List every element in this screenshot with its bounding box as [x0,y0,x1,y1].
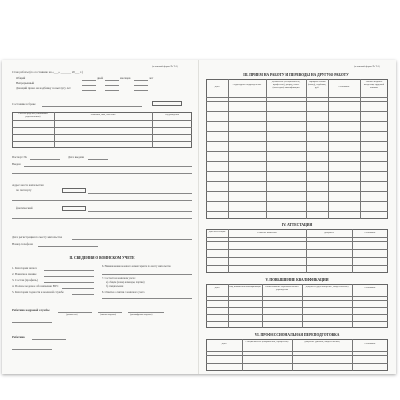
military-item-7b: б) специальном [106,285,124,288]
retraining-header-specialty: Специальность (направление, профессия) [245,341,289,343]
retraining-header-document: Документ (диплом, свидетельство) [304,341,340,343]
signature-line [58,312,92,313]
hiring-header-department: Структурное подразделение [232,84,262,86]
issued-by-label: Выдан [12,162,21,166]
blank-line [105,90,119,91]
blank-line [12,173,192,174]
qualification-section-title: V. ПОВЫШЕНИЕ КВАЛИФИКАЦИИ [265,278,329,282]
blank-line [134,85,148,86]
seniority-general-label: Общий [16,76,26,80]
blank-line [88,193,192,194]
actual-address-label: фактический [16,206,33,210]
military-item-1: 1. Категория запаса [12,266,37,270]
military-item-2: 2. Воинское звание [12,272,37,276]
attestation-table [206,229,388,273]
military-item-7a: а) общем (номер команды, партии) [106,281,145,284]
blank-line [105,85,119,86]
issue-date-label: Дата выдачи [68,155,85,159]
attestation-section-title: IV. АТТЕСТАЦИЯ [281,223,313,227]
qualification-header-basis: Основание [364,287,376,289]
attestation-header-basis: Основание [364,232,376,234]
blank-line [24,166,192,167]
marital-status-label: Состояние в браке [12,102,36,106]
attestation-header-document: Документ [323,232,334,234]
blank-line [134,90,148,91]
blank-line [72,239,192,240]
by-passport-label: по паспорту [16,188,32,192]
military-item-6: 6. Наименование военного комиссариата по месту жительства [102,265,171,268]
blank-line [42,106,142,107]
signature-line [128,312,164,313]
military-item-8: 8. Отметка о снятии с воинского учета [102,291,145,294]
left-corner-note: (к типовой форме № Т-2) [152,65,178,68]
phone-label: Номер телефона [12,242,33,246]
military-section-title: II. СВЕДЕНИЯ О ВОИНСКОМ УЧЕТЕ [69,256,135,260]
military-item-4: 4. Полное кодовое обозначение ВУС [12,284,59,288]
seniority-allowance-label: Дающий право на надбавку за выслугу лет [16,86,71,90]
retraining-header-basis: Основание [364,343,376,345]
days-label: дней [97,76,104,80]
address-label: Адрес места жительства: [12,183,45,187]
years-label: лет [149,76,154,80]
date-line [12,349,52,350]
family-header-year: Год рождения [164,114,180,116]
caption-name: (расшифровка подписи) [130,314,153,316]
qualification-header-type: Вид повышения квалификации [229,286,261,288]
blank-line [105,80,119,81]
center-fold [198,60,199,374]
personal-card-spread [2,60,396,374]
hiring-header-date: Дата [214,86,220,88]
hiring-header-signature: Личная подпись владельца трудовой книжки [363,81,385,89]
blank-line [12,200,192,201]
passport-label: Паспорт: № [12,155,28,159]
signature-line [32,339,66,340]
military-item-3: 3. Состав (профиль) [12,278,38,282]
seniority-line: Стаж работы (по состоянию на «___» _______ 20___ г.) [12,70,83,74]
postcode-box [62,206,86,211]
hiring-header-basis: Основание [338,86,350,88]
qualification-header-institution: Наименование образовательного учреждения [265,286,299,291]
marital-code-box [152,101,182,106]
blank-line [82,85,96,86]
blank-line [82,90,96,91]
caption-position: (должность) [66,314,78,316]
date-line [12,322,52,323]
blank-line [30,159,60,160]
caption-signature: (личная подпись) [100,314,117,316]
hiring-header-position: Должность (специальность, профессия), разряд, класс (категория) квалификации [271,81,301,89]
hr-worker-label: Работник кадровой службы [12,308,50,312]
registration-date-label: Дата регистрации по месту жительства [12,235,63,239]
months-label: месяцев [120,76,131,80]
retraining-header-date: Дата [221,343,227,345]
military-item-7: 7. Состоит на воинском учете: [102,277,136,280]
attestation-header-date: Дата аттестации [208,231,226,233]
blank-line [38,246,98,247]
family-header-relation: Степень родства (ближайшие родственники) [18,113,48,118]
postcode-box [62,188,86,193]
hiring-header-rate: Тарифная ставка (оклад), надбавка, руб. [307,81,327,89]
right-corner-note: (к типовой форме № Т-2) [354,65,380,68]
retraining-section-title: VI. ПРОФЕССИОНАЛЬНАЯ ПЕРЕПОДГОТОВКА [254,333,340,337]
hiring-section-title: III. ПРИЕМ НА РАБОТУ И ПЕРЕВОДЫ НА ДРУГУЮ РАБОТУ [243,73,349,77]
signature-line [98,312,122,313]
blank-line [12,218,192,219]
blank-line [88,159,108,160]
blank-line [82,80,96,81]
attestation-header-decision: Решение комиссии [257,232,277,234]
employee-label: Работник [12,335,25,339]
qualification-header-date: Дата [214,287,220,289]
qualification-header-document: Документ (удостоверение, свидетельство) [305,286,349,288]
military-item-5: 5. Категория годности к военной службе [12,290,64,294]
blank-line [134,80,148,81]
seniority-continuous-label: Непрерывный [16,81,35,85]
blank-line [88,211,192,212]
family-header-name: Фамилия, имя, отчество [90,114,116,116]
